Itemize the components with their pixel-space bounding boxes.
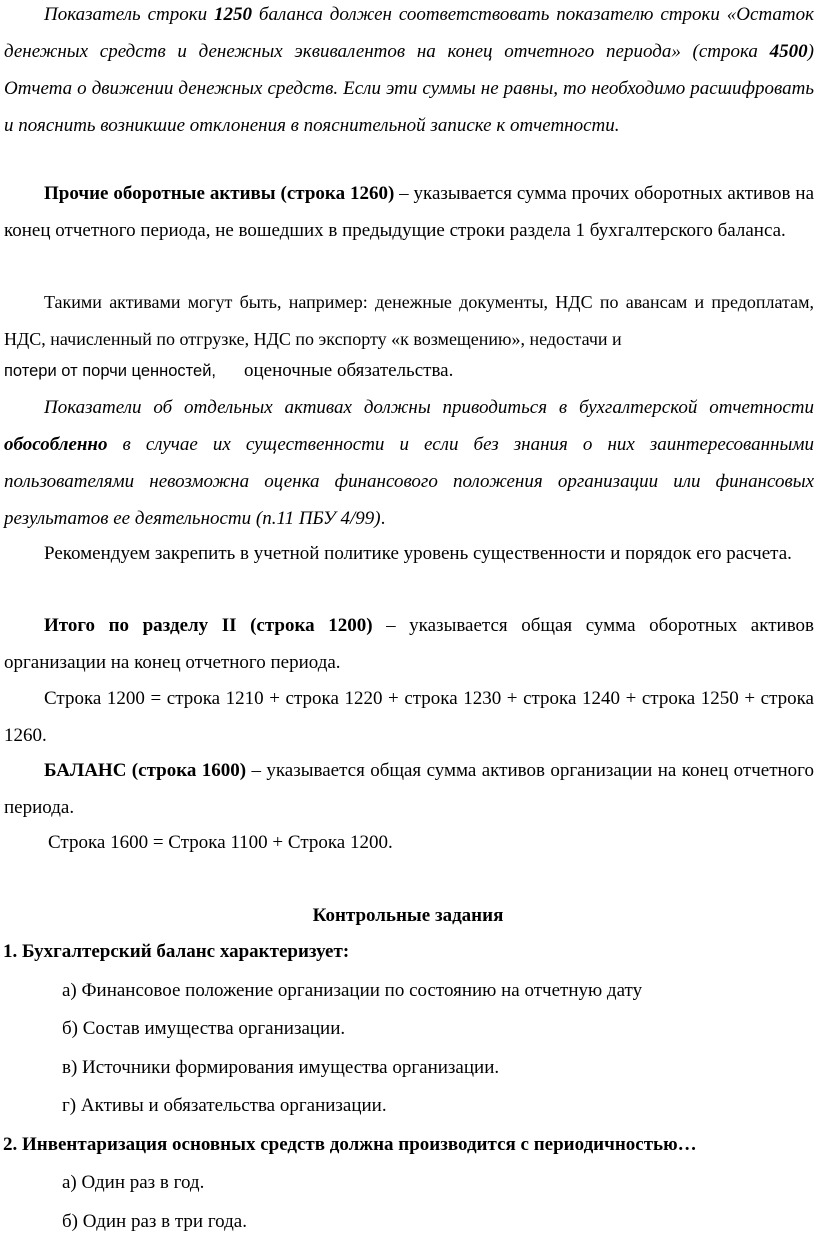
paragraph-recommendation: Рекомендуем закрепить в учетной политике уровень существенности и порядок его расчета. xyxy=(44,543,792,564)
text: Такими активами могут быть, например: денежные документы, НДС по авансам и предоплатам, НДС, начисленный по отгрузке, НДС по экспорту «к возмещению», недостачи и xyxy=(4,292,814,349)
text: оценочные обязательства. xyxy=(244,360,454,381)
text: – указывается общая сумма оборотных активов организации на конец отчетного периода. xyxy=(4,615,815,673)
paragraph-materiality xyxy=(4,389,814,537)
paragraph-line-1250 xyxy=(4,0,814,144)
bold-number: 4500 xyxy=(769,41,808,62)
text: ) Отчета о движении денежных средств. Если эти суммы не равны, то необходимо расшифровать и пояснить возникшие отклонения в пояснительной записке к отчетности. xyxy=(4,41,814,136)
q1-option-c: в) Источники формирования имущества организации. xyxy=(62,1057,500,1078)
text: баланса должен соответствовать показателю строки «Остаток денежных средств и денежных эквивалентов на конец отчетного периода» (строка xyxy=(4,4,815,62)
q2-option-b: б) Один раз в три года. xyxy=(62,1211,247,1232)
text: . xyxy=(380,508,386,529)
section-heading: Контрольные задания xyxy=(312,905,504,926)
bold-number: 1250 xyxy=(214,4,253,25)
paragraph-examples xyxy=(4,284,814,358)
q1-option-d: г) Активы и обязательства организации. xyxy=(62,1095,387,1116)
bold-word: обособленно xyxy=(4,434,108,455)
text: – указывается общая сумма активов организации на конец отчетного периода. xyxy=(4,760,814,818)
question-1: 1. Бухгалтерский баланс характеризует: xyxy=(3,941,350,962)
text: Показатель строки xyxy=(44,4,215,25)
bold-term: БАЛАНС (строка 1600) xyxy=(44,760,247,781)
text: в случае их существенности и если без знания о них заинтересованными пользователями невозможна оценка финансового положения организации или финансовых результатов ее деятельности (п.11 ПБУ 4/99) xyxy=(4,434,814,529)
paragraph-total-section-2 xyxy=(4,607,814,681)
text: – указывается сумма прочих оборотных активов на конец отчетного периода, не вошедших в предыдущие строки раздела 1 бухгалтерского баланса. xyxy=(4,183,815,241)
paragraph-line-1260 xyxy=(4,175,814,249)
text: Показатели об отдельных активах должны приводиться в бухгалтерской отчетности xyxy=(44,397,814,418)
paragraph-formula-1200: Строка 1200 = строка 1210 + строка 1220 + строка 1230 + строка 1240 + строка 1250 + строка 1260. xyxy=(4,688,814,746)
bold-term: Итого по разделу II (строка 1200) xyxy=(44,615,373,636)
question-2: 2. Инвентаризация основных средств должна производится с периодичностью… xyxy=(3,1134,697,1155)
sans-text: потери от порчи ценностей, xyxy=(4,362,216,380)
paragraph-balance xyxy=(4,752,814,826)
bold-term: Прочие оборотные активы (строка 1260) xyxy=(44,183,395,204)
formula-1600: Строка 1600 = Строка 1100 + Строка 1200. xyxy=(48,832,393,853)
examples-last-line xyxy=(4,359,453,383)
q1-option-b: б) Состав имущества организации. xyxy=(62,1018,346,1039)
q2-option-a: а) Один раз в год. xyxy=(62,1172,205,1193)
q1-option-a: а) Финансовое положение организации по состоянию на отчетную дату xyxy=(62,980,643,1001)
